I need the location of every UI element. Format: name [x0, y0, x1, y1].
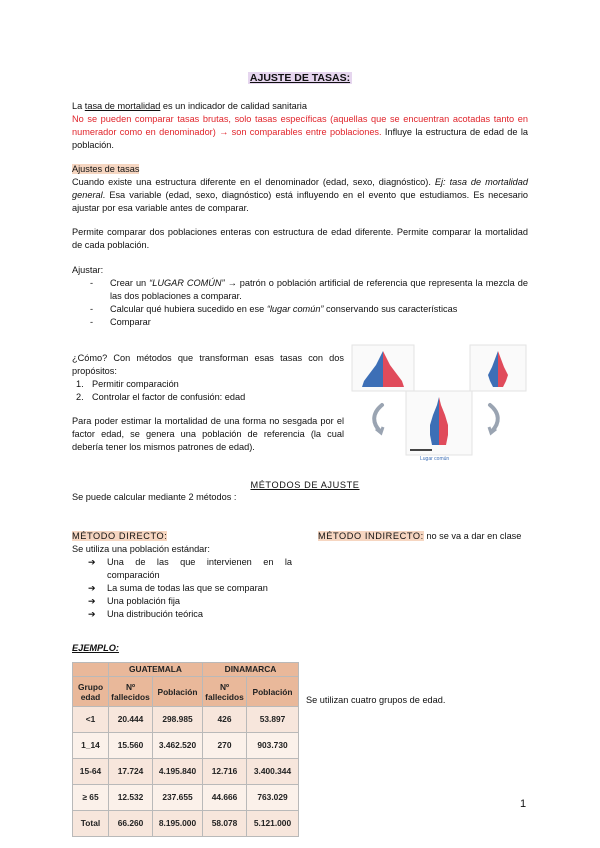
pyramid-right-image — [470, 345, 526, 391]
table-row: 15-64 17.724 4.195.840 12.716 3.400.344 — [73, 759, 299, 785]
metodo-indirecto-text: no se va a dar en clase — [423, 531, 522, 541]
arrow-left-icon — [374, 405, 382, 431]
metodo-indirecto-section — [318, 530, 528, 543]
pyramid-left-image — [352, 345, 414, 391]
ajustar-item: - Crear un “LUGAR COMÚN” → patrón o población artificial de referencia que representa la mezcla de las dos poblaciones a comparar. — [72, 277, 528, 303]
table-row: 1_14 15.560 3.462.520 270 903.730 — [73, 733, 299, 759]
directo-item: ➔ La suma de todas las que se comparan — [88, 583, 268, 593]
metodo-directo-text: Se utiliza una población estándar: — [72, 544, 210, 554]
intro-paragraph: La tasa de mortalidad es un indicador de calidad sanitaria No se pueden comparar tasas brutas, solo tasas específicas (aquellas que se encuentran acotadas tanto en numerador como en denominador) → son comparables entre poblaciones. Influye la estructura de edad de la población. — [72, 101, 529, 150]
para-text: Para poder estimar la mortalidad de una forma no sesgada por el factor edad, se genera una población de referencia (la cual debería tener los mismos patrones de edad). — [72, 416, 344, 452]
metodo-directo-section — [72, 530, 292, 621]
permite-paragraph: Permite comparar dos poblaciones enteras con estructura de edad diferente. Permite comparar la mortalidad de cada población. — [72, 227, 528, 250]
ejemplo-note: Se utilizan cuatro grupos de edad. — [306, 695, 446, 705]
directo-item: ➔ Una población fija — [88, 596, 181, 606]
col-header: Nº fallecidos — [203, 677, 247, 707]
page-title: AJUSTE DE TASAS: — [249, 72, 351, 84]
page-number: 1 — [520, 798, 527, 810]
ajustes-section: Ajustes de tasas Cuando existe una estructura diferente en el denominador (edad, sexo, diagnóstico). Ej: tasa de mortalidad general. Esa variable (edad, sexo, diagnóstico) está influyendo en el evento que estudiamos. Es necesario ajustar por esa variable antes de comparar. — [72, 164, 528, 213]
como-item: 2. Controlar el factor de confusión: edad — [76, 392, 246, 402]
ajustes-heading: Ajustes de tasas — [72, 164, 140, 174]
como-text: ¿Cómo? Con métodos que transforman esas tasas con dos propósitos: — [72, 353, 344, 376]
col-header: Población — [153, 677, 203, 707]
arrow-right-icon: ➔ — [88, 596, 96, 606]
col-header: Nº fallecidos — [109, 677, 153, 707]
directo-item: ➔ Una distribución teórica — [88, 609, 204, 619]
arrow-right-icon: ➔ — [88, 609, 96, 619]
metodos-text: Se puede calcular mediante 2 métodos : — [72, 492, 237, 502]
metodo-directo-heading: MÉTODO DIRECTO: — [72, 531, 168, 541]
intro-red-text: No se pueden comparar tasas brutas, solo tasas específicas (aquellas que se encuentran acotadas tanto en numerador como en denominador) → son comparables entre poblaciones. — [72, 114, 528, 137]
table-row: Total 66.260 8.195.000 58.078 5.121.000 — [73, 811, 299, 837]
ajustar-item: - Comparar — [72, 316, 528, 329]
directo-item: ➔ Una de las que intervienen en la comparación — [88, 557, 292, 580]
table-group-header: DINAMARCA — [203, 663, 299, 677]
example-table — [72, 662, 299, 837]
como-item: 1. Permitir comparación — [76, 379, 179, 389]
table-group-header: GUATEMALA — [109, 663, 203, 677]
metodos-heading: MÉTODOS DE AJUSTE — [250, 480, 360, 490]
ajustar-item: - Calcular qué hubiera sucedido en ese “lugar común” conservando sus características — [72, 303, 528, 316]
arrow-right-icon — [490, 405, 498, 431]
col-header: Población — [247, 677, 299, 707]
table-row: ≥ 65 12.532 237.655 44.666 763.029 — [73, 785, 299, 811]
figure-caption: Lugar común — [420, 456, 450, 462]
arrow-right-icon: ➔ — [88, 557, 96, 567]
col-header: Grupo edad — [73, 677, 109, 707]
population-pyramids-figure — [350, 343, 528, 465]
como-section — [72, 352, 344, 454]
metodo-indirecto-heading: MÉTODO INDIRECTO: — [318, 531, 424, 541]
ajustar-label: Ajustar: — [72, 265, 104, 275]
pyramid-center-image — [406, 391, 472, 455]
term-tasa-mortalidad: tasa de mortalidad — [84, 101, 161, 111]
ajustar-section — [72, 264, 528, 329]
table-row: <1 20.444 298.985 426 53.897 — [73, 707, 299, 733]
ejemplo-heading: EJEMPLO: — [72, 643, 119, 653]
arrow-right-icon: ➔ — [88, 583, 96, 593]
